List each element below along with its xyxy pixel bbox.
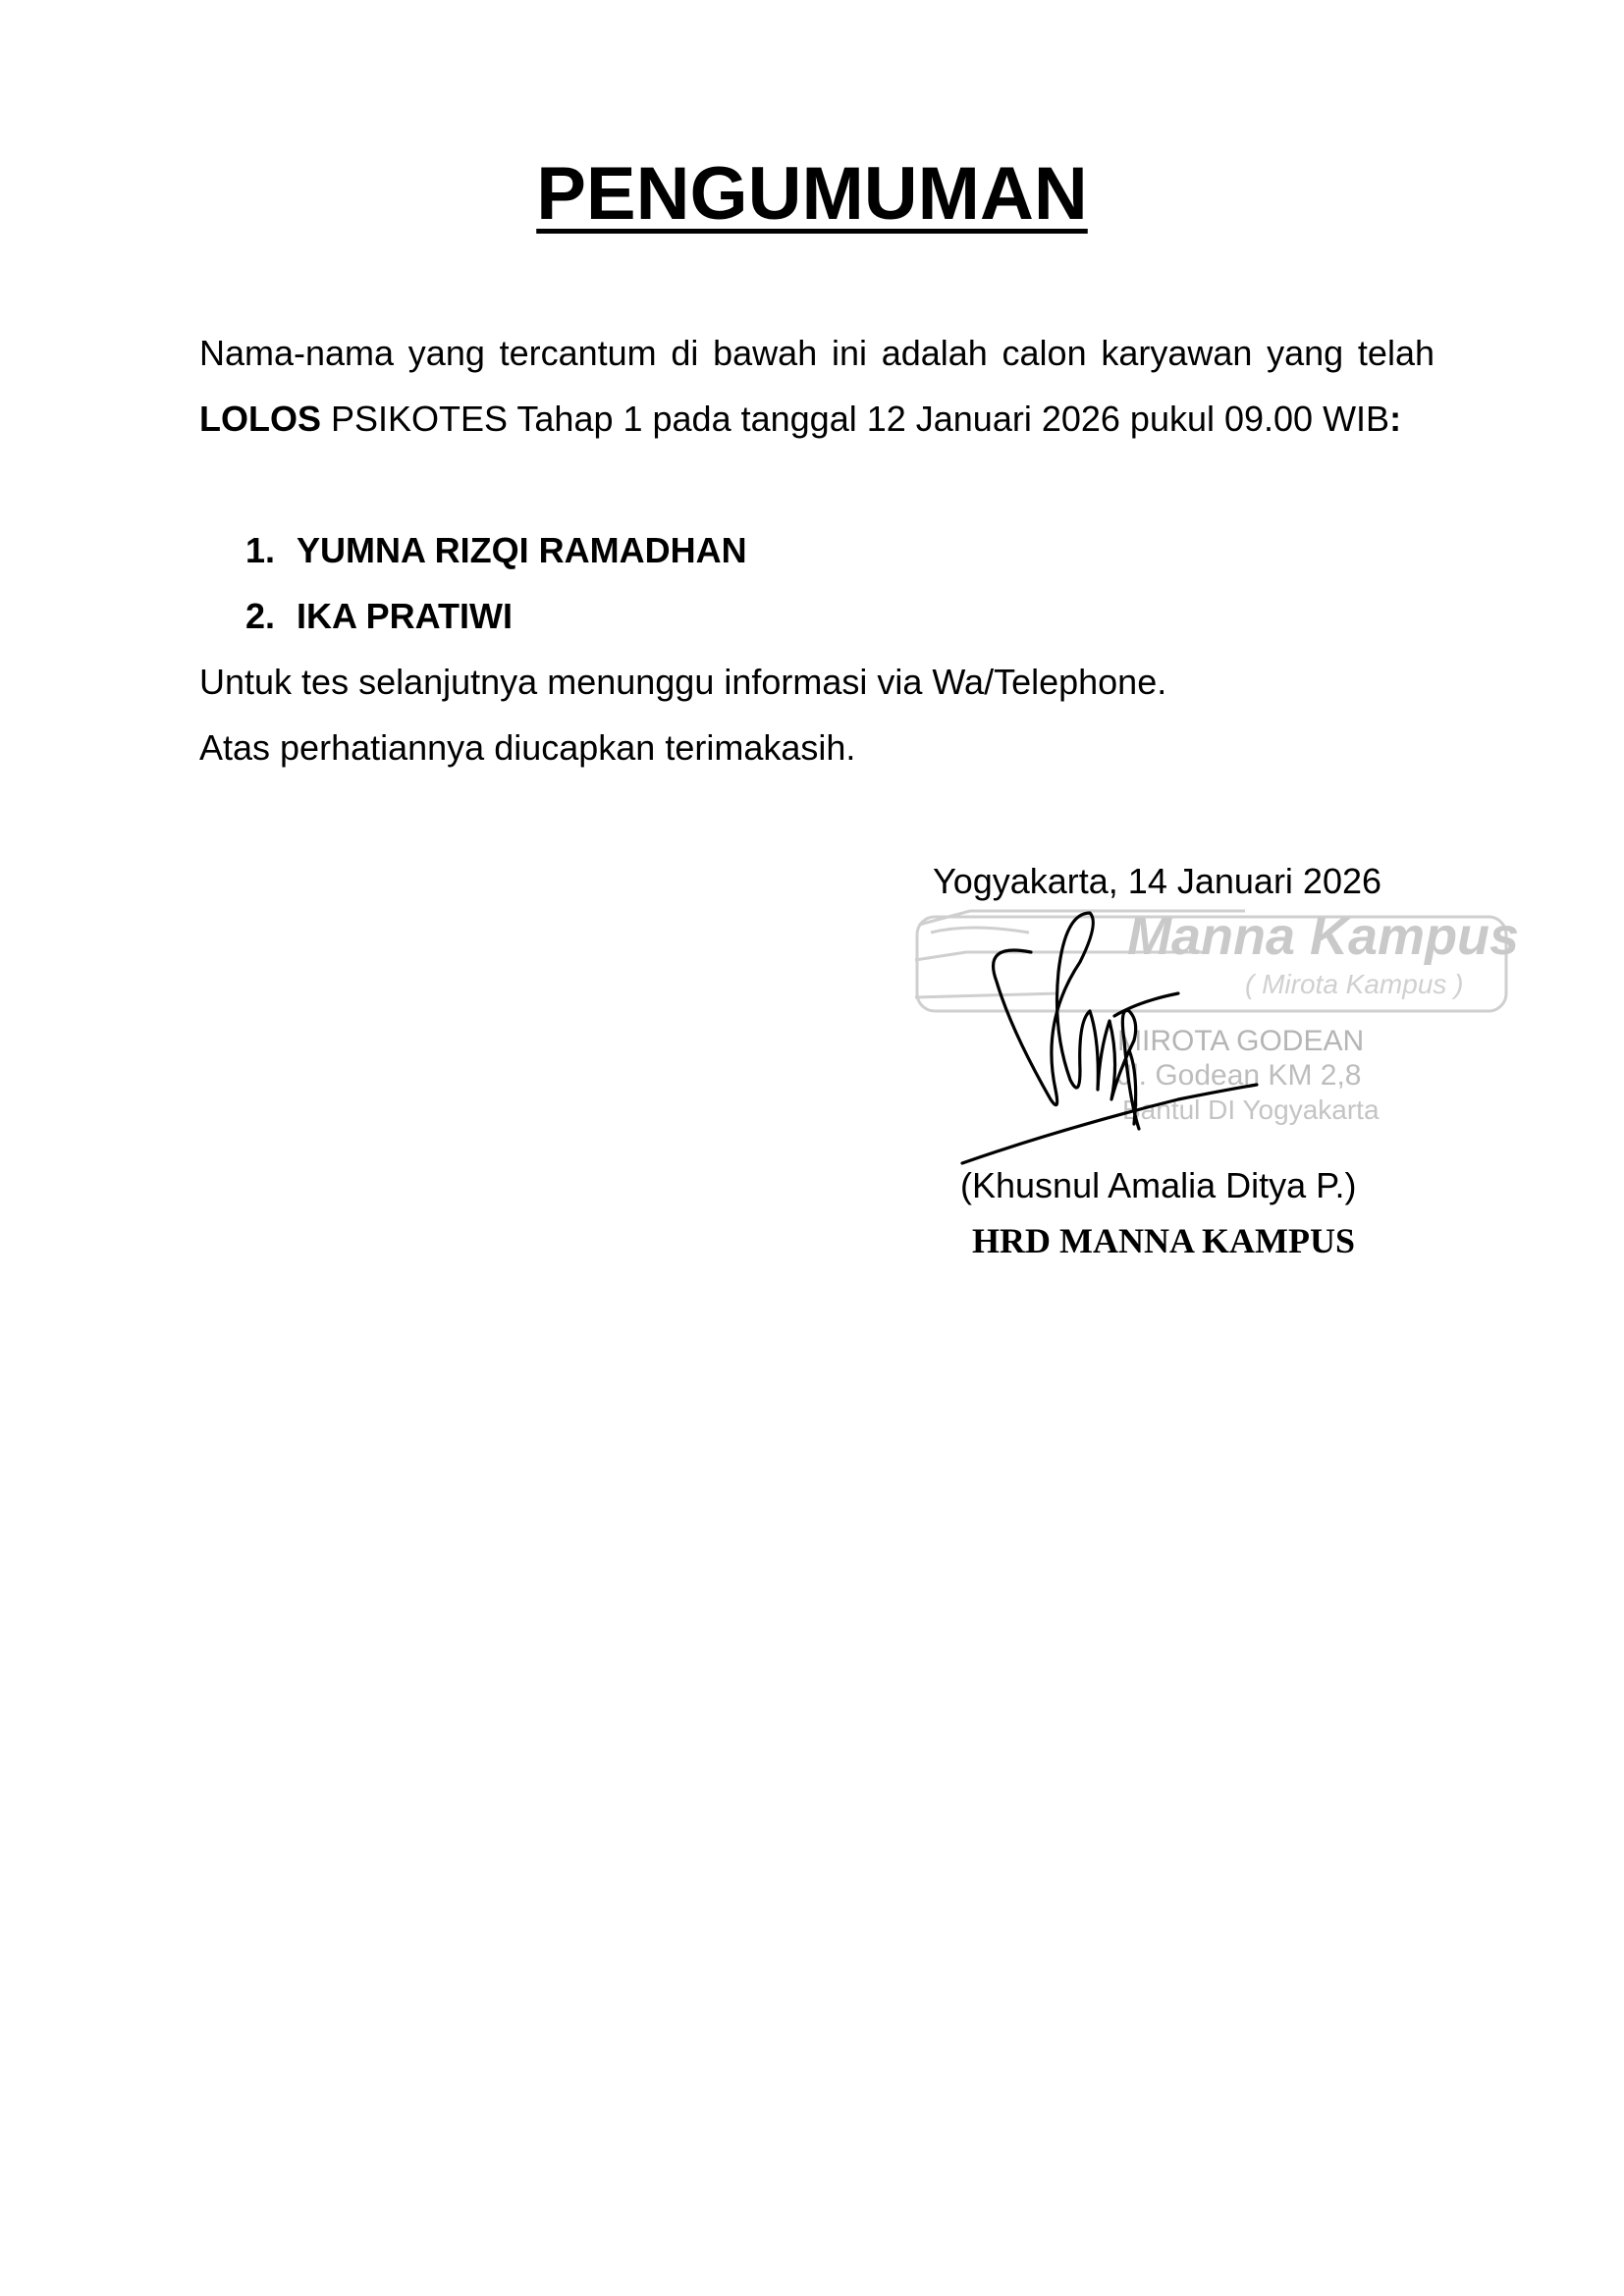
intro-bold-colon: :	[1389, 399, 1402, 439]
intro-text-1: Nama-nama yang tercantum di bawah ini adalah calon karyawan yang telah	[199, 333, 1435, 373]
list-number: 1.	[245, 530, 276, 570]
stamp-line1: MIROTA GODEAN	[1117, 1025, 1365, 1057]
signer-name: (Khusnul Amalia Ditya P.)	[960, 1165, 1357, 1205]
list-number: 2.	[245, 596, 276, 636]
list-item	[245, 517, 747, 583]
followup-text: Untuk tes selanjutnya menunggu informasi via Wa/Telephone.	[199, 662, 1167, 702]
document-title	[0, 147, 1624, 241]
stamp-line2: Jl. Godean KM 2,8	[1117, 1059, 1362, 1092]
candidate-name: YUMNA RIZQI RAMADHAN	[297, 530, 747, 570]
candidate-list	[245, 517, 747, 649]
signer-organization: HRD MANNA KAMPUS	[972, 1221, 1355, 1260]
title-text: PENGUMUMAN	[536, 152, 1088, 236]
place-date: Yogyakarta, 14 Januari 2026	[933, 861, 1382, 901]
stamp-line3: Bantul DI Yogyakarta	[1122, 1095, 1380, 1125]
intro-bold-lolos: LOLOS	[199, 399, 321, 439]
signature	[943, 903, 1316, 1168]
stamp-sub-text: ( Mirota Kampus )	[1245, 969, 1464, 999]
intro-paragraph	[199, 320, 1435, 452]
intro-text-2: PSIKOTES Tahap 1 pada tanggal 12 Januari 2026 pukul 09.00 WIB	[321, 399, 1390, 439]
candidate-name: IKA PRATIWI	[297, 596, 513, 636]
closing-text: Atas perhatiannya diucapkan terimakasih.	[199, 727, 856, 768]
stamp-brand-text: Manna Kampus	[1127, 907, 1520, 966]
list-item	[245, 583, 747, 649]
